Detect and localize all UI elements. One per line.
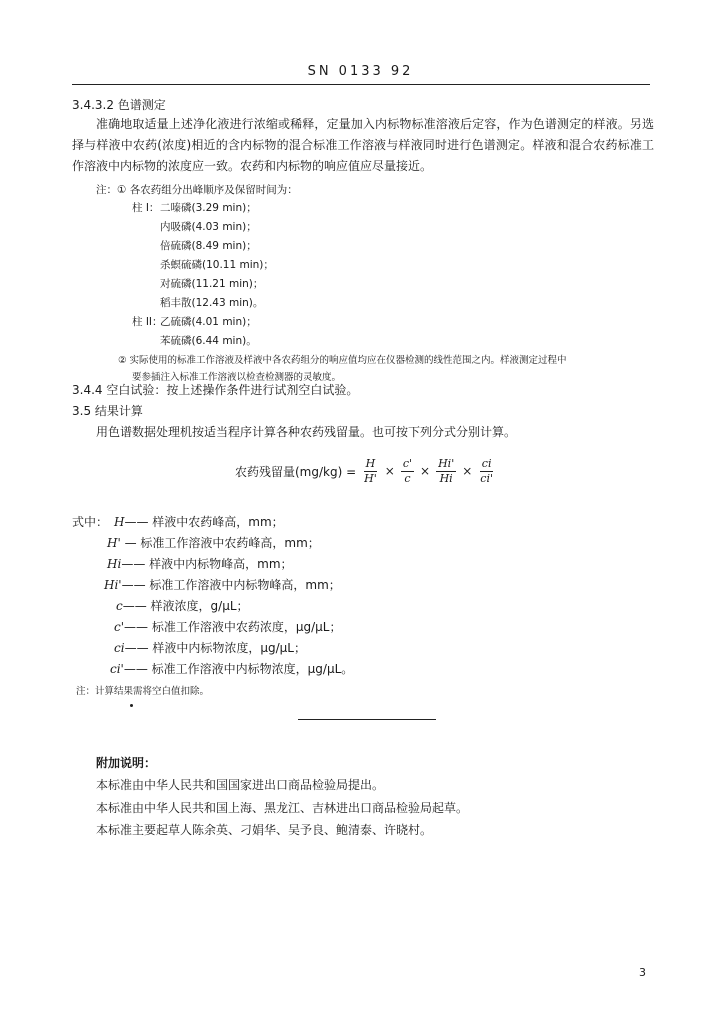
fraction-3-numerator: Hi' (438, 456, 455, 470)
definition-row (104, 576, 341, 593)
section-body-35: 用色谱数据处理机按适当程序计算各种农药残留量。也可按下列分式分别计算。 (96, 425, 517, 439)
definition-row (107, 534, 320, 551)
section-344: 3.4.4 空白试验：按上述操作条件进行试剂空白试验。 (72, 383, 359, 397)
definition-symbol: ci (114, 641, 125, 655)
definition-row (116, 597, 249, 614)
column-1-item: 稻丰散(12.43 min)。 (160, 297, 264, 309)
header-rule (72, 84, 650, 85)
times-sign: × (384, 464, 395, 478)
fraction-3 (436, 457, 456, 486)
fraction-4 (478, 457, 495, 486)
definitions-intro: 式中： (72, 515, 109, 529)
column-2-item: 乙硫磷(4.01 min)； (160, 316, 257, 328)
stray-mark (130, 704, 133, 707)
fraction-4-denominator: ci' (480, 471, 493, 485)
column-1-item: 二嗪磷(3.29 min)； (160, 202, 257, 214)
column-1-item: 杀螟硫磷(10.11 min)； (160, 259, 274, 271)
definition-symbol: ci' (110, 662, 124, 676)
fraction-1 (362, 457, 379, 486)
times-sign: × (462, 464, 473, 478)
definition-row (110, 660, 353, 677)
definition-text: —— 样液浓度，g/μL； (122, 599, 249, 613)
separator-rule (298, 719, 436, 720)
section-body-3432: 准确地取适量上述净化液进行浓缩或稀释，定量加入内标物标准溶液后定容，作为色谱测定的样液。另选择与样液中农药(浓度)相近的含内标物的混合标准工作溶液与样液同时进行色谱测定。样液和混合农药标准工作溶液中内标物的浓度应一致。农药和内标物的响应值应尽量接近。 (72, 117, 654, 173)
column-1-item: 对硫磷(11.21 min)； (160, 278, 264, 290)
times-sign: × (420, 464, 431, 478)
fraction-2-denominator: c (404, 471, 411, 485)
column-2-label: 柱 II： (132, 316, 163, 328)
definition-text: —— 样液中农药峰高，mm； (124, 515, 284, 529)
definition-text: —— 标准工作溶液中内标物浓度，μg/μL。 (123, 662, 354, 676)
definition-text: — 标准工作溶液中农药峰高，mm； (120, 536, 320, 550)
page-number: 3 (639, 966, 646, 979)
definition-row (114, 618, 341, 635)
fraction-2 (401, 457, 414, 486)
note-2-line-1: ② 实际使用的标准工作溶液及样液中各农药组分的响应值均应在仪器检测的线性范围之内。样液测定过程中 (118, 355, 567, 366)
definition-symbol: c (116, 599, 123, 613)
appendix-line: 本标准由中华人民共和国上海、黑龙江、吉林进出口商品检验局起草。 (96, 801, 469, 815)
definition-symbol: Hi (107, 557, 122, 571)
definition-text: —— 样液中内标物浓度，μg/μL； (124, 641, 306, 655)
column-1-item: 内吸磷(4.03 min)； (160, 221, 257, 233)
definition-symbol: H (114, 515, 125, 529)
formula-lhs: 农药残留量(mg/kg) = (235, 464, 357, 479)
definition-row (107, 555, 293, 572)
note-1-label: 注：① 各农药组分出峰顺序及保留时间为： (96, 184, 298, 196)
fraction-3-denominator: Hi (439, 471, 453, 485)
definition-symbol: Hi' (104, 578, 122, 592)
definition-text: —— 标准工作溶液中农药浓度，μg/μL； (124, 620, 342, 634)
column-2-item: 苯硫磷(6.44 min)。 (160, 335, 257, 347)
definition-text: —— 样液中内标物峰高，mm； (121, 557, 293, 571)
fraction-4-numerator: ci (481, 456, 492, 470)
section-heading-35: 3.5 结果计算 (72, 404, 143, 418)
definition-row (114, 513, 284, 530)
calculation-note: 注：计算结果需将空白值扣除。 (76, 686, 210, 697)
fraction-1-numerator: H (365, 456, 376, 470)
appendix-title: 附加说明： (96, 756, 157, 770)
note-2-line-2: 要参插注入标准工作溶液以检查检测器的灵敏度。 (132, 372, 342, 383)
residue-formula (235, 452, 495, 490)
fraction-2-numerator: c' (402, 456, 413, 470)
column-1-item: 倍硫磷(8.49 min)； (160, 240, 257, 252)
appendix-line: 本标准由中华人民共和国国家进出口商品检验局提出。 (96, 778, 385, 792)
section-heading-3432: 3.4.3.2 色谱测定 (72, 98, 166, 112)
definition-row (114, 639, 306, 656)
fraction-1-denominator: H' (364, 471, 377, 485)
definition-symbol: c' (114, 620, 125, 634)
definition-symbol: H' (107, 536, 121, 550)
definition-text: —— 标准工作溶液中内标物峰高，mm； (121, 578, 341, 592)
appendix-line: 本标准主要起草人陈余英、刁娟华、吴予良、鲍清泰、许晓村。 (96, 823, 433, 837)
document-code: SN 0133 92 (307, 64, 414, 79)
column-1-label: 柱 I： (132, 202, 160, 214)
